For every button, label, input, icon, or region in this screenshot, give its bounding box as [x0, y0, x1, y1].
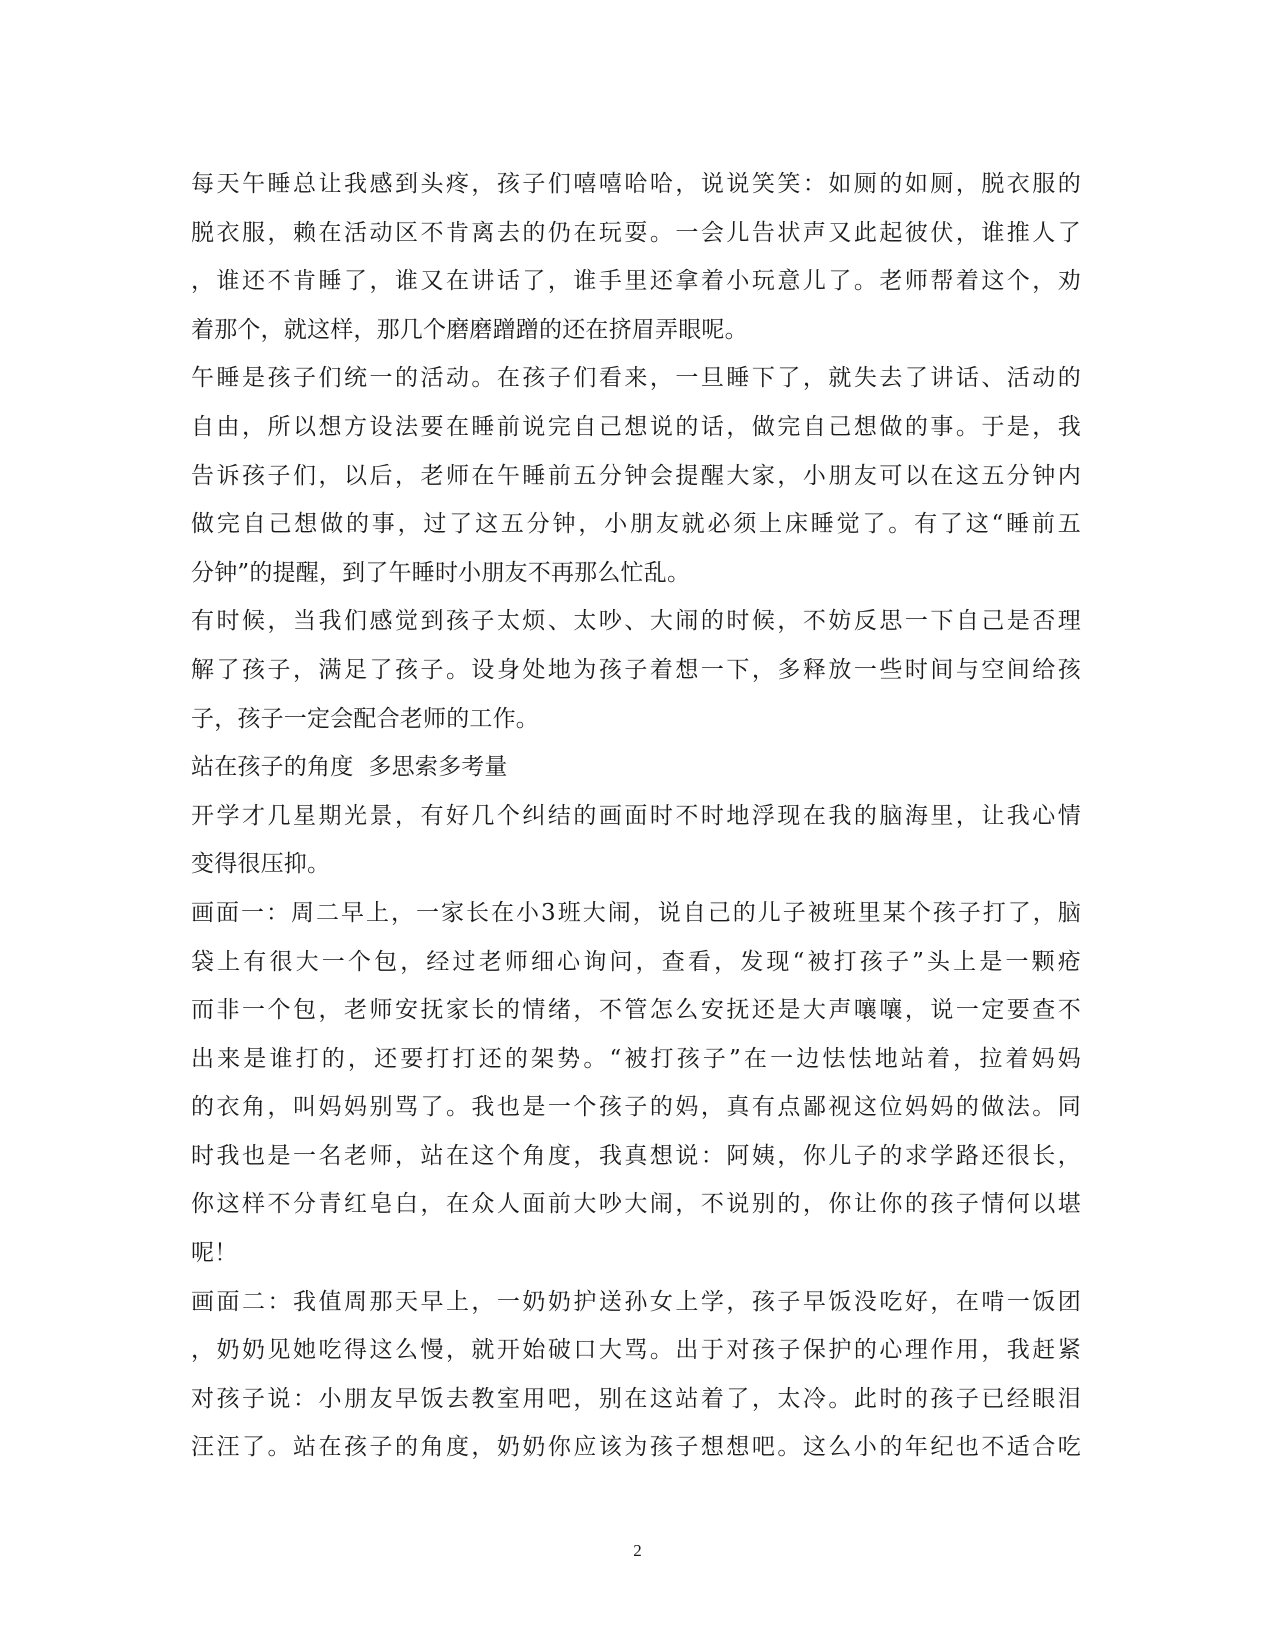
text-line: 有时候，当我们感觉到孩子太烦、太吵、大闹的时候，不妨反思一下自己是否理	[191, 608, 1081, 635]
text-line: 子，孩子一定会配合老师的工作。	[191, 705, 539, 732]
text-line: 脱衣服，赖在活动区不肯离去的仍在玩耍。一会儿告状声又此起彼伏，谁推人了	[191, 219, 1081, 246]
text-line: 自由，所以想方设法要在睡前说完自己想说的话，做完自己想做的事。于是，我	[191, 413, 1081, 440]
text-line: 袋上有很大一个包，经过老师细心询问，查看，发现“被打孩子”头上是一颗疮	[191, 948, 1081, 975]
text-line: 告诉孩子们，以后，老师在午睡前五分钟会提醒大家，小朋友可以在这五分钟内	[191, 462, 1081, 489]
text-line: 每天午睡总让我感到头疼，孩子们嘻嘻哈哈，说说笑笑：如厕的如厕，脱衣服的	[191, 171, 1081, 197]
text-line: 画面二：我值周那天早上，一奶奶护送孙女上学，孩子早饭没吃好，在啃一饭团	[191, 1288, 1081, 1315]
text-line: 汪汪了。站在孩子的角度，奶奶你应该为孩子想想吧。这么小的年纪也不适合吃	[191, 1434, 1081, 1461]
text-line: 分钟”的提醒，到了午睡时小朋友不再那么忙乱。	[191, 559, 691, 586]
text-line: ，奶奶见她吃得这么慢，就开始破口大骂。出于对孩子保护的心理作用，我赶紧	[191, 1337, 1081, 1364]
text-line: 午睡是孩子们统一的活动。在孩子们看来，一旦睡下了，就失去了讲话、活动的	[191, 365, 1081, 392]
page-number: 2	[633, 1541, 642, 1560]
text-line: 而非一个包，老师安抚家长的情绪，不管怎么安抚还是大声嚷嚷，说一定要查不	[191, 997, 1081, 1024]
text-line: 你这样不分青红皂白，在众人面前大吵大闹，不说别的，你让你的孩子情何以堪	[191, 1191, 1081, 1218]
section-heading: 站在孩子的角度 多思索多考量	[191, 754, 508, 781]
text-line: 呢！	[191, 1240, 238, 1267]
text-line: ，谁还不肯睡了，谁又在讲话了，谁手里还拿着小玩意儿了。老师帮着这个，劝	[191, 268, 1081, 295]
text-line: 变得很压抑。	[191, 851, 331, 878]
text-line: 出来是谁打的，还要打打还的架势。“被打孩子”在一边怯怯地站着，拉着妈妈	[191, 1045, 1081, 1072]
text-line: 时我也是一名老师，站在这个角度，我真想说：阿姨，你儿子的求学路还很长，	[191, 1142, 1081, 1169]
text-line: 的衣角，叫妈妈别骂了。我也是一个孩子的妈，真有点鄙视这位妈妈的做法。同	[191, 1094, 1081, 1121]
text-line: 开学才几星期光景，有好几个纠结的画面时不时地浮现在我的脑海里，让我心情	[191, 802, 1081, 829]
text-line: 解了孩子，满足了孩子。设身处地为孩子着想一下，多释放一些时间与空间给孩	[191, 656, 1081, 683]
text-line: 做完自己想做的事，过了这五分钟，小朋友就必须上床睡觉了。有了这“睡前五	[191, 511, 1081, 538]
body-text	[191, 160, 1081, 1472]
text-line: 画面一：周二早上，一家长在小3班大闹，说自己的儿子被班里某个孩子打了，脑	[191, 899, 1081, 926]
text-line: 着那个，就这样，那几个磨磨蹭蹭的还在挤眉弄眼呢。	[191, 316, 748, 343]
text-line: 对孩子说：小朋友早饭去教室用吧，别在这站着了，太冷。此时的孩子已经眼泪	[191, 1385, 1081, 1412]
